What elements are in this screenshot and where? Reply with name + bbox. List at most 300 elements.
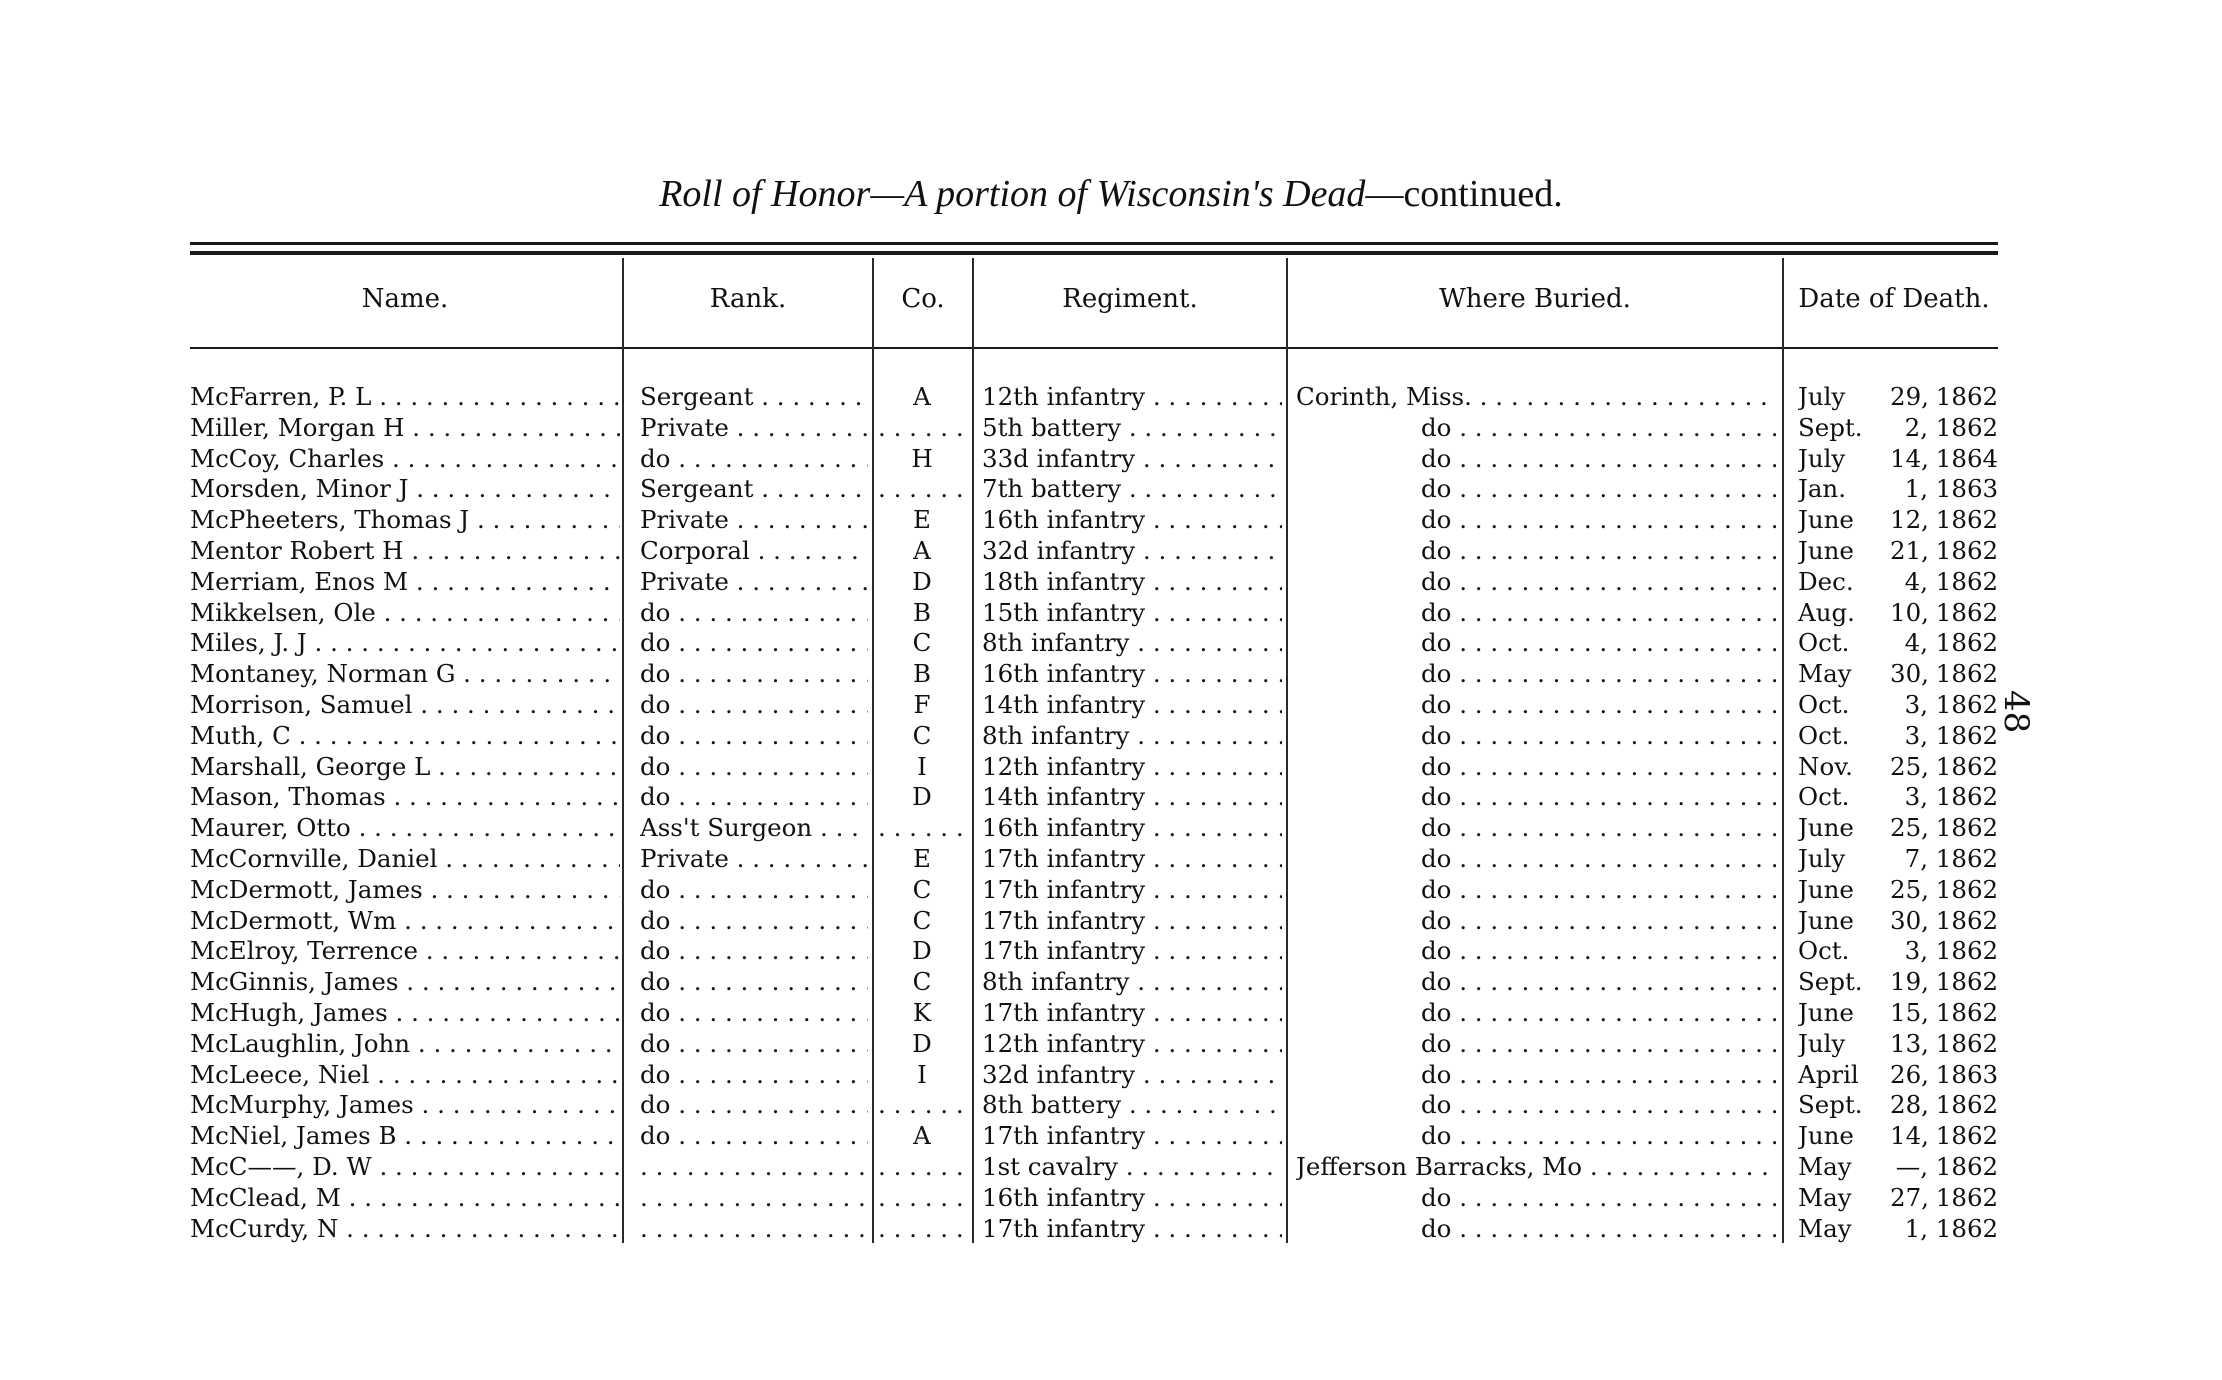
cell-where-buried-text: do <box>1421 720 1452 750</box>
cell-date-of-death <box>1798 659 2018 690</box>
cell-co <box>878 752 966 783</box>
cell-regiment-text: 16th infantry <box>982 505 1146 535</box>
cell-rank-text: do <box>640 1059 671 1089</box>
cell-co-text: B <box>912 597 931 627</box>
cell-co <box>878 1183 966 1214</box>
cell-co-text: B <box>912 659 931 689</box>
cell-co-text: C <box>912 874 932 904</box>
date-year: 1862 <box>1935 751 1999 781</box>
cell-regiment <box>982 813 1282 844</box>
date-day: 3, <box>1904 782 1928 812</box>
cell-regiment <box>982 474 1282 505</box>
date-month: June <box>1798 505 1854 535</box>
date-day: 28, <box>1890 1090 1929 1120</box>
cell-where-buried-text: do <box>1421 967 1452 997</box>
cell-where-buried <box>1296 967 1776 998</box>
cell-name <box>190 1060 620 1091</box>
cell-date-of-death <box>1798 752 2018 783</box>
cell-regiment-text: 17th infantry <box>982 936 1146 966</box>
date-day: 26, <box>1890 1059 1929 1089</box>
cell-name <box>190 598 620 629</box>
table-row <box>0 567 2222 598</box>
cell-rank-text: do <box>640 597 671 627</box>
cell-rank <box>640 536 868 567</box>
cell-regiment-text: 16th infantry <box>982 813 1146 843</box>
cell-date-of-death <box>1798 906 2018 937</box>
cell-rank-text: do <box>640 720 671 750</box>
cell-co-text: K <box>912 997 932 1027</box>
cell-regiment-text: 16th infantry <box>982 659 1146 689</box>
cell-regiment <box>982 536 1282 567</box>
date-month: June <box>1798 874 1854 904</box>
header-where-buried: Where Buried. <box>1439 284 1631 314</box>
date-month: Oct. <box>1798 782 1850 812</box>
cell-rank-text: Private <box>640 843 729 873</box>
cell-rank <box>640 1183 868 1214</box>
cell-regiment <box>982 690 1282 721</box>
date-year: 1862 <box>1935 597 1999 627</box>
table-row <box>0 721 2222 752</box>
cell-where-buried-text: do <box>1421 1121 1452 1151</box>
cell-regiment-text: 15th infantry <box>982 597 1146 627</box>
date-year: 1863 <box>1935 1059 1999 1089</box>
roll-table-body <box>0 382 2222 1244</box>
date-day: 29, <box>1890 382 1929 411</box>
date-day: 19, <box>1890 967 1929 997</box>
cell-co <box>878 936 966 967</box>
cell-co-text: A <box>913 382 931 411</box>
cell-name <box>190 967 620 998</box>
cell-name-text: McFarren, P. L <box>190 382 372 411</box>
cell-regiment-text: 17th infantry <box>982 874 1146 904</box>
cell-where-buried-text: do <box>1421 843 1452 873</box>
cell-where-buried-text: Jefferson Barracks, Mo <box>1296 1151 1583 1181</box>
date-day: 12, <box>1890 505 1929 535</box>
cell-co <box>878 875 966 906</box>
cell-regiment <box>982 628 1282 659</box>
cell-date-of-death <box>1798 536 2018 567</box>
cell-date-of-death <box>1798 1029 2018 1060</box>
table-row <box>0 752 2222 783</box>
header-rank: Rank. <box>709 284 787 314</box>
cell-where-buried <box>1296 444 1776 475</box>
cell-name <box>190 567 620 598</box>
cell-regiment <box>982 1121 1282 1152</box>
cell-co-text: A <box>913 535 931 565</box>
date-month: June <box>1798 905 1854 935</box>
cell-where-buried <box>1296 1214 1776 1245</box>
cell-where-buried-text: do <box>1421 659 1452 689</box>
cell-name <box>190 474 620 505</box>
cell-where-buried-text: Corinth, Miss. <box>1296 382 1472 411</box>
cell-rank <box>640 474 868 505</box>
cell-rank-text: do <box>640 1090 671 1120</box>
cell-regiment <box>982 413 1282 444</box>
table-row <box>0 967 2222 998</box>
date-year: 1864 <box>1935 443 1999 473</box>
cell-co-text: C <box>912 905 932 935</box>
cell-name-text: McMurphy, James <box>190 1090 414 1120</box>
date-day: 7, <box>1904 843 1928 873</box>
cell-regiment-text: 8th infantry <box>982 967 1130 997</box>
cell-co-text: A <box>913 1121 931 1151</box>
cell-name <box>190 1029 620 1060</box>
date-month: May <box>1798 659 1852 689</box>
cell-regiment <box>982 659 1282 690</box>
date-day: 27, <box>1890 1182 1929 1212</box>
cell-rank <box>640 906 868 937</box>
cell-rank-text: Private <box>640 505 729 535</box>
date-year: 1862 <box>1935 720 1999 750</box>
cell-rank-text: Sergeant <box>640 382 754 411</box>
date-month: Oct. <box>1798 936 1850 966</box>
cell-co <box>878 998 966 1029</box>
date-year: 1862 <box>1935 1182 1999 1212</box>
cell-date-of-death <box>1798 628 2018 659</box>
table-row <box>0 1214 2222 1245</box>
cell-co <box>878 782 966 813</box>
cell-date-of-death <box>1798 1090 2018 1121</box>
cell-where-buried <box>1296 875 1776 906</box>
cell-co-text: E <box>913 843 931 873</box>
cell-name-text: McLaughlin, John <box>190 1028 411 1058</box>
cell-name-text: Mentor Robert H <box>190 535 404 565</box>
cell-regiment-text: 8th battery <box>982 1090 1122 1120</box>
cell-where-buried-text: do <box>1421 474 1452 504</box>
cell-name-text: McElroy, Terrence <box>190 936 419 966</box>
cell-regiment <box>982 936 1282 967</box>
date-month: July <box>1798 843 1846 873</box>
cell-regiment-text: 17th infantry <box>982 1121 1146 1151</box>
cell-rank-text: do <box>640 751 671 781</box>
cell-where-buried-text: do <box>1421 597 1452 627</box>
date-year: 1862 <box>1935 874 1999 904</box>
table-row <box>0 1183 2222 1214</box>
cell-name-text: McC——, D. W <box>190 1151 372 1181</box>
cell-name-text: Mikkelsen, Ole <box>190 597 376 627</box>
cell-name <box>190 444 620 475</box>
date-year: 1862 <box>1935 813 1999 843</box>
table-row <box>0 936 2222 967</box>
cell-where-buried-text: do <box>1421 535 1452 565</box>
cell-regiment-text: 5th battery <box>982 412 1122 442</box>
cell-where-buried <box>1296 1183 1776 1214</box>
cell-name-text: Merriam, Enos M <box>190 566 409 596</box>
date-year: 1862 <box>1935 905 1999 935</box>
date-month: June <box>1798 1121 1854 1151</box>
cell-regiment <box>982 875 1282 906</box>
table-row <box>0 598 2222 629</box>
cell-name <box>190 752 620 783</box>
date-year: 1862 <box>1935 535 1999 565</box>
cell-where-buried-text: do <box>1421 443 1452 473</box>
cell-date-of-death <box>1798 721 2018 752</box>
cell-name-text: Miller, Morgan H <box>190 412 405 442</box>
date-year: 1862 <box>1935 1213 1999 1243</box>
cell-regiment <box>982 567 1282 598</box>
cell-date-of-death <box>1798 382 2018 413</box>
cell-rank <box>640 782 868 813</box>
cell-co <box>878 813 966 844</box>
cell-regiment-text: 17th infantry <box>982 905 1146 935</box>
cell-co <box>878 413 966 444</box>
cell-date-of-death <box>1798 998 2018 1029</box>
cell-rank-text: do <box>640 443 671 473</box>
cell-regiment-text: 8th infantry <box>982 720 1130 750</box>
cell-date-of-death <box>1798 844 2018 875</box>
page-number: 48 <box>1996 690 2036 734</box>
cell-rank-text: do <box>640 905 671 935</box>
date-day: 30, <box>1890 905 1929 935</box>
table-row <box>0 906 2222 937</box>
cell-where-buried <box>1296 598 1776 629</box>
date-year: 1862 <box>1935 1090 1999 1120</box>
table-row <box>0 382 2222 413</box>
cell-regiment <box>982 1090 1282 1121</box>
cell-regiment <box>982 505 1282 536</box>
cell-name <box>190 844 620 875</box>
title-continued: —continued. <box>1365 173 1563 215</box>
date-year: 1862 <box>1935 782 1999 812</box>
date-month: June <box>1798 535 1854 565</box>
cell-date-of-death <box>1798 598 2018 629</box>
cell-where-buried-text: do <box>1421 1213 1452 1243</box>
cell-name-text: Maurer, Otto <box>190 813 351 843</box>
table-row <box>0 998 2222 1029</box>
cell-where-buried-text: do <box>1421 782 1452 812</box>
cell-co-text: E <box>913 505 931 535</box>
cell-co-text: D <box>912 936 932 966</box>
date-month: July <box>1798 382 1846 411</box>
top-rule-thin <box>190 242 1998 245</box>
cell-rank <box>640 1121 868 1152</box>
cell-where-buried-text: do <box>1421 905 1452 935</box>
cell-rank-text: do <box>640 874 671 904</box>
date-month: Aug. <box>1798 597 1855 627</box>
table-row <box>0 782 2222 813</box>
date-year: 1862 <box>1935 997 1999 1027</box>
cell-regiment-text: 17th infantry <box>982 1213 1146 1243</box>
cell-rank <box>640 567 868 598</box>
cell-regiment <box>982 844 1282 875</box>
date-year: 1862 <box>1935 505 1999 535</box>
cell-rank <box>640 382 868 413</box>
cell-where-buried-text: do <box>1421 505 1452 535</box>
cell-where-buried <box>1296 536 1776 567</box>
cell-where-buried-text: do <box>1421 628 1452 658</box>
cell-where-buried <box>1296 628 1776 659</box>
cell-where-buried <box>1296 1152 1776 1183</box>
date-day: 15, <box>1890 997 1929 1027</box>
cell-date-of-death <box>1798 444 2018 475</box>
cell-co <box>878 1152 966 1183</box>
cell-where-buried <box>1296 659 1776 690</box>
cell-where-buried-text: do <box>1421 1182 1452 1212</box>
cell-name-text: McCurdy, N <box>190 1213 339 1243</box>
cell-co-text: F <box>913 689 931 719</box>
cell-name <box>190 505 620 536</box>
cell-name <box>190 690 620 721</box>
cell-name-text: McCoy, Charles <box>190 443 385 473</box>
cell-name-text: Mason, Thomas <box>190 782 386 812</box>
page-title <box>0 172 2222 217</box>
cell-name-text: McDermott, James <box>190 874 423 904</box>
cell-date-of-death <box>1798 1121 2018 1152</box>
cell-name-text: Muth, C <box>190 720 291 750</box>
cell-regiment-text: 16th infantry <box>982 1182 1146 1212</box>
cell-co <box>878 1060 966 1091</box>
cell-date-of-death <box>1798 505 2018 536</box>
cell-name-text: McNiel, James B <box>190 1121 397 1151</box>
cell-rank <box>640 1029 868 1060</box>
date-month: May <box>1798 1151 1852 1181</box>
cell-co-text: C <box>912 628 932 658</box>
cell-co <box>878 1029 966 1060</box>
cell-rank <box>640 659 868 690</box>
cell-co <box>878 967 966 998</box>
cell-where-buried-text: do <box>1421 1059 1452 1089</box>
date-day: 14, <box>1890 1121 1929 1151</box>
date-month: June <box>1798 997 1854 1027</box>
date-day: 25, <box>1890 751 1929 781</box>
cell-rank <box>640 936 868 967</box>
date-year: 1862 <box>1935 689 1999 719</box>
date-day: 3, <box>1904 689 1928 719</box>
date-month: Nov. <box>1798 751 1853 781</box>
cell-rank-text: do <box>640 659 671 689</box>
cell-rank <box>640 444 868 475</box>
date-month: June <box>1798 813 1854 843</box>
cell-rank-text: Sergeant <box>640 474 754 504</box>
date-year: 1863 <box>1935 474 1999 504</box>
cell-co <box>878 505 966 536</box>
cell-name <box>190 659 620 690</box>
date-day: 25, <box>1890 874 1929 904</box>
table-row <box>0 1029 2222 1060</box>
cell-co <box>878 690 966 721</box>
cell-where-buried-text: do <box>1421 874 1452 904</box>
cell-where-buried-text: do <box>1421 997 1452 1027</box>
cell-rank-text: Private <box>640 566 729 596</box>
cell-date-of-death <box>1798 567 2018 598</box>
cell-name-text: McLeece, Niel <box>190 1059 370 1089</box>
cell-co-text: I <box>917 1059 927 1089</box>
cell-where-buried <box>1296 505 1776 536</box>
date-day: 13, <box>1890 1028 1929 1058</box>
cell-co <box>878 628 966 659</box>
cell-date-of-death <box>1798 1214 2018 1245</box>
cell-name <box>190 1183 620 1214</box>
cell-where-buried <box>1296 752 1776 783</box>
table-row <box>0 628 2222 659</box>
cell-date-of-death <box>1798 1060 2018 1091</box>
cell-name <box>190 382 620 413</box>
cell-rank <box>640 1214 868 1245</box>
cell-where-buried <box>1296 906 1776 937</box>
header-co: Co. <box>901 284 945 314</box>
cell-regiment-text: 14th infantry <box>982 782 1146 812</box>
cell-rank <box>640 1152 868 1183</box>
cell-regiment-text: 17th infantry <box>982 997 1146 1027</box>
cell-co <box>878 906 966 937</box>
cell-where-buried-text: do <box>1421 1090 1452 1120</box>
header-name: Name. <box>361 284 449 314</box>
cell-rank-text: do <box>640 997 671 1027</box>
date-month: Sept. <box>1798 1090 1863 1120</box>
cell-where-buried-text: do <box>1421 412 1452 442</box>
cell-rank <box>640 598 868 629</box>
date-year: 1862 <box>1935 967 1999 997</box>
cell-regiment <box>982 1029 1282 1060</box>
cell-where-buried <box>1296 690 1776 721</box>
table-row <box>0 659 2222 690</box>
cell-rank <box>640 844 868 875</box>
cell-rank <box>640 1090 868 1121</box>
date-day: 14, <box>1890 443 1929 473</box>
table-row <box>0 690 2222 721</box>
table-row <box>0 875 2222 906</box>
date-month: Jan. <box>1798 474 1846 504</box>
cell-name <box>190 628 620 659</box>
cell-where-buried <box>1296 813 1776 844</box>
cell-co-text: D <box>912 1028 932 1058</box>
table-row <box>0 413 2222 444</box>
cell-date-of-death <box>1798 813 2018 844</box>
cell-regiment-text: 32d infantry <box>982 1059 1136 1089</box>
cell-where-buried <box>1296 474 1776 505</box>
cell-name-text: McGinnis, James <box>190 967 399 997</box>
date-year: 1862 <box>1935 566 1999 596</box>
cell-name <box>190 813 620 844</box>
date-day: 10, <box>1890 597 1929 627</box>
cell-regiment <box>982 1152 1282 1183</box>
date-month: April <box>1798 1059 1859 1089</box>
cell-name <box>190 721 620 752</box>
cell-co <box>878 721 966 752</box>
cell-regiment-text: 32d infantry <box>982 535 1136 565</box>
cell-name <box>190 1121 620 1152</box>
cell-name-text: Morsden, Minor J <box>190 474 409 504</box>
cell-regiment <box>982 382 1282 413</box>
cell-co <box>878 382 966 413</box>
cell-co <box>878 1121 966 1152</box>
cell-where-buried <box>1296 1060 1776 1091</box>
date-year: 1862 <box>1935 659 1999 689</box>
cell-co <box>878 536 966 567</box>
cell-name-text: McDermott, Wm <box>190 905 397 935</box>
date-day: 3, <box>1904 936 1928 966</box>
cell-regiment <box>982 1183 1282 1214</box>
cell-rank-text: do <box>640 782 671 812</box>
date-month: May <box>1798 1182 1852 1212</box>
date-day: 1, <box>1904 474 1928 504</box>
date-month: Oct. <box>1798 689 1850 719</box>
cell-name-text: McPheeters, Thomas J <box>190 505 470 535</box>
cell-regiment-text: 12th infantry <box>982 751 1146 781</box>
cell-regiment <box>982 1214 1282 1245</box>
header-regiment: Regiment. <box>1062 284 1198 314</box>
cell-regiment <box>982 598 1282 629</box>
date-month: July <box>1798 1028 1846 1058</box>
cell-co-text: C <box>912 967 932 997</box>
cell-name <box>190 875 620 906</box>
cell-rank-text: do <box>640 1121 671 1151</box>
cell-where-buried <box>1296 1090 1776 1121</box>
cell-date-of-death <box>1798 936 2018 967</box>
date-month: Sept. <box>1798 412 1863 442</box>
cell-where-buried <box>1296 844 1776 875</box>
table-row <box>0 536 2222 567</box>
